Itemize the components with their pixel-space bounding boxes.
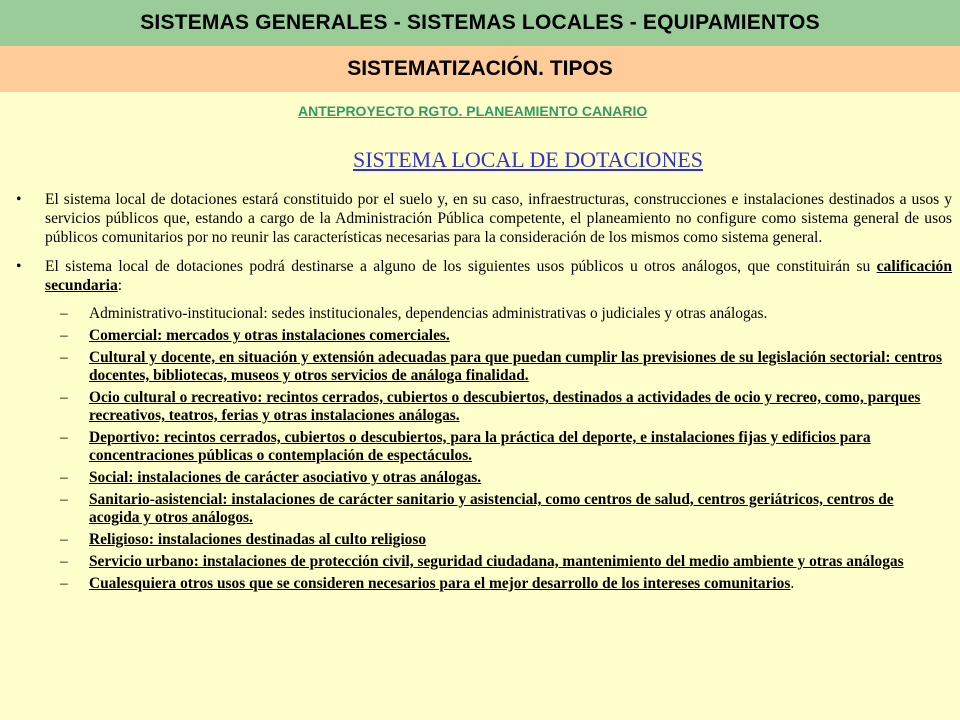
slide-subtitle-bar <box>0 46 960 92</box>
source-link[interactable]: ANTEPROYECTO RGTO. PLANEAMIENTO CANARIO <box>298 103 648 119</box>
bullet-text: El sistema local de dotaciones estará constituido por el suelo y, en su caso, infraestructuras, construcciones e instalaciones destinados a usos y servicios públicos que, estando a cargo de la Administración Pública competente, el planeamiento no configure como sistema general de usos públicos comunitarios por no reunir las características necesarias para la consideración de los mismos como sistema general. <box>45 191 952 246</box>
bullet-paragraph-1 <box>16 190 952 247</box>
list-item-text: Servicio urbano: instalaciones de protección civil, seguridad ciudadana, mantenimiento del medio ambiente y otras análogas <box>89 553 904 570</box>
dash-marker: – <box>60 327 68 344</box>
dash-marker: – <box>60 553 68 570</box>
dash-marker: – <box>60 349 68 366</box>
list-item <box>16 305 952 323</box>
list-item-text: Sanitario-asistencial: instalaciones de carácter sanitario y asistencial, como centros de salud, centros geriátricos, centros de acogida y otros análogos. <box>89 491 894 526</box>
slide-title-bar <box>0 0 960 46</box>
bullet-marker: • <box>16 191 22 208</box>
bullet-text-tail: : <box>117 277 123 294</box>
bullet-marker: • <box>16 258 22 275</box>
dash-marker: – <box>60 305 68 322</box>
list-item-text: Cultural y docente, en situación y extensión adecuadas para que puedan cumplir las previsiones de su legislación sectorial: centros docentes, bibliotecas, museos y otros servicios de análoga finalidad. <box>89 349 942 384</box>
list-item-text: Social: instalaciones de carácter asociativo y otras análogas. <box>89 469 482 486</box>
list-item <box>16 327 952 345</box>
list-item-text: Ocio cultural o recreativo: recintos cerrados, cubiertos o descubiertos, destinados a actividades de ocio y recreo, como, parques recreativos, teatros, ferias y otras instalaciones análogas. <box>89 389 921 424</box>
list-item-tail: . <box>790 575 795 592</box>
list-item <box>16 553 952 571</box>
list-item-text: Deportivo: recintos cerrados, cubiertos o descubiertos, para la práctica del deporte, e instalaciones fijas y edificios para concentraciones públicas o contemplación de espectáculos. <box>89 429 871 464</box>
section-heading: SISTEMA LOCAL DE DOTACIONES <box>352 147 704 172</box>
list-item <box>16 469 952 487</box>
list-item-text: Cualesquiera otros usos que se consideren necesarios para el mejor desarrollo de los intereses comunitarios <box>89 575 791 592</box>
uses-list <box>16 305 952 593</box>
bullet-paragraph-2 <box>16 257 952 295</box>
slide-title: SISTEMAS GENERALES - SISTEMAS LOCALES - EQUIPAMIENTOS <box>140 11 820 34</box>
slide-subtitle: SISTEMATIZACIÓN. TIPOS <box>347 57 613 80</box>
content-body <box>16 190 952 597</box>
list-item <box>16 389 952 425</box>
list-item <box>16 491 952 527</box>
list-item-text: Administrativo-institucional: sedes institucionales, dependencias administrativas o judiciales y otras análogas. <box>89 305 768 322</box>
dash-marker: – <box>60 491 68 508</box>
dash-marker: – <box>60 531 68 548</box>
list-item <box>16 349 952 385</box>
bullet-text: El sistema local de dotaciones podrá destinarse a alguno de los siguientes usos públicos u otros análogos, que constituirán su <box>45 258 877 275</box>
key-term: calificación secundaria <box>45 258 952 294</box>
list-item <box>16 429 952 465</box>
list-item <box>16 531 952 549</box>
list-item <box>16 575 952 593</box>
list-item-text: Comercial: mercados y otras instalaciones comerciales. <box>89 327 450 344</box>
dash-marker: – <box>60 429 68 446</box>
dash-marker: – <box>60 389 68 406</box>
dash-marker: – <box>60 469 68 486</box>
list-item-text: Religioso: instalaciones destinadas al culto religioso <box>89 531 427 548</box>
dash-marker: – <box>60 575 68 592</box>
